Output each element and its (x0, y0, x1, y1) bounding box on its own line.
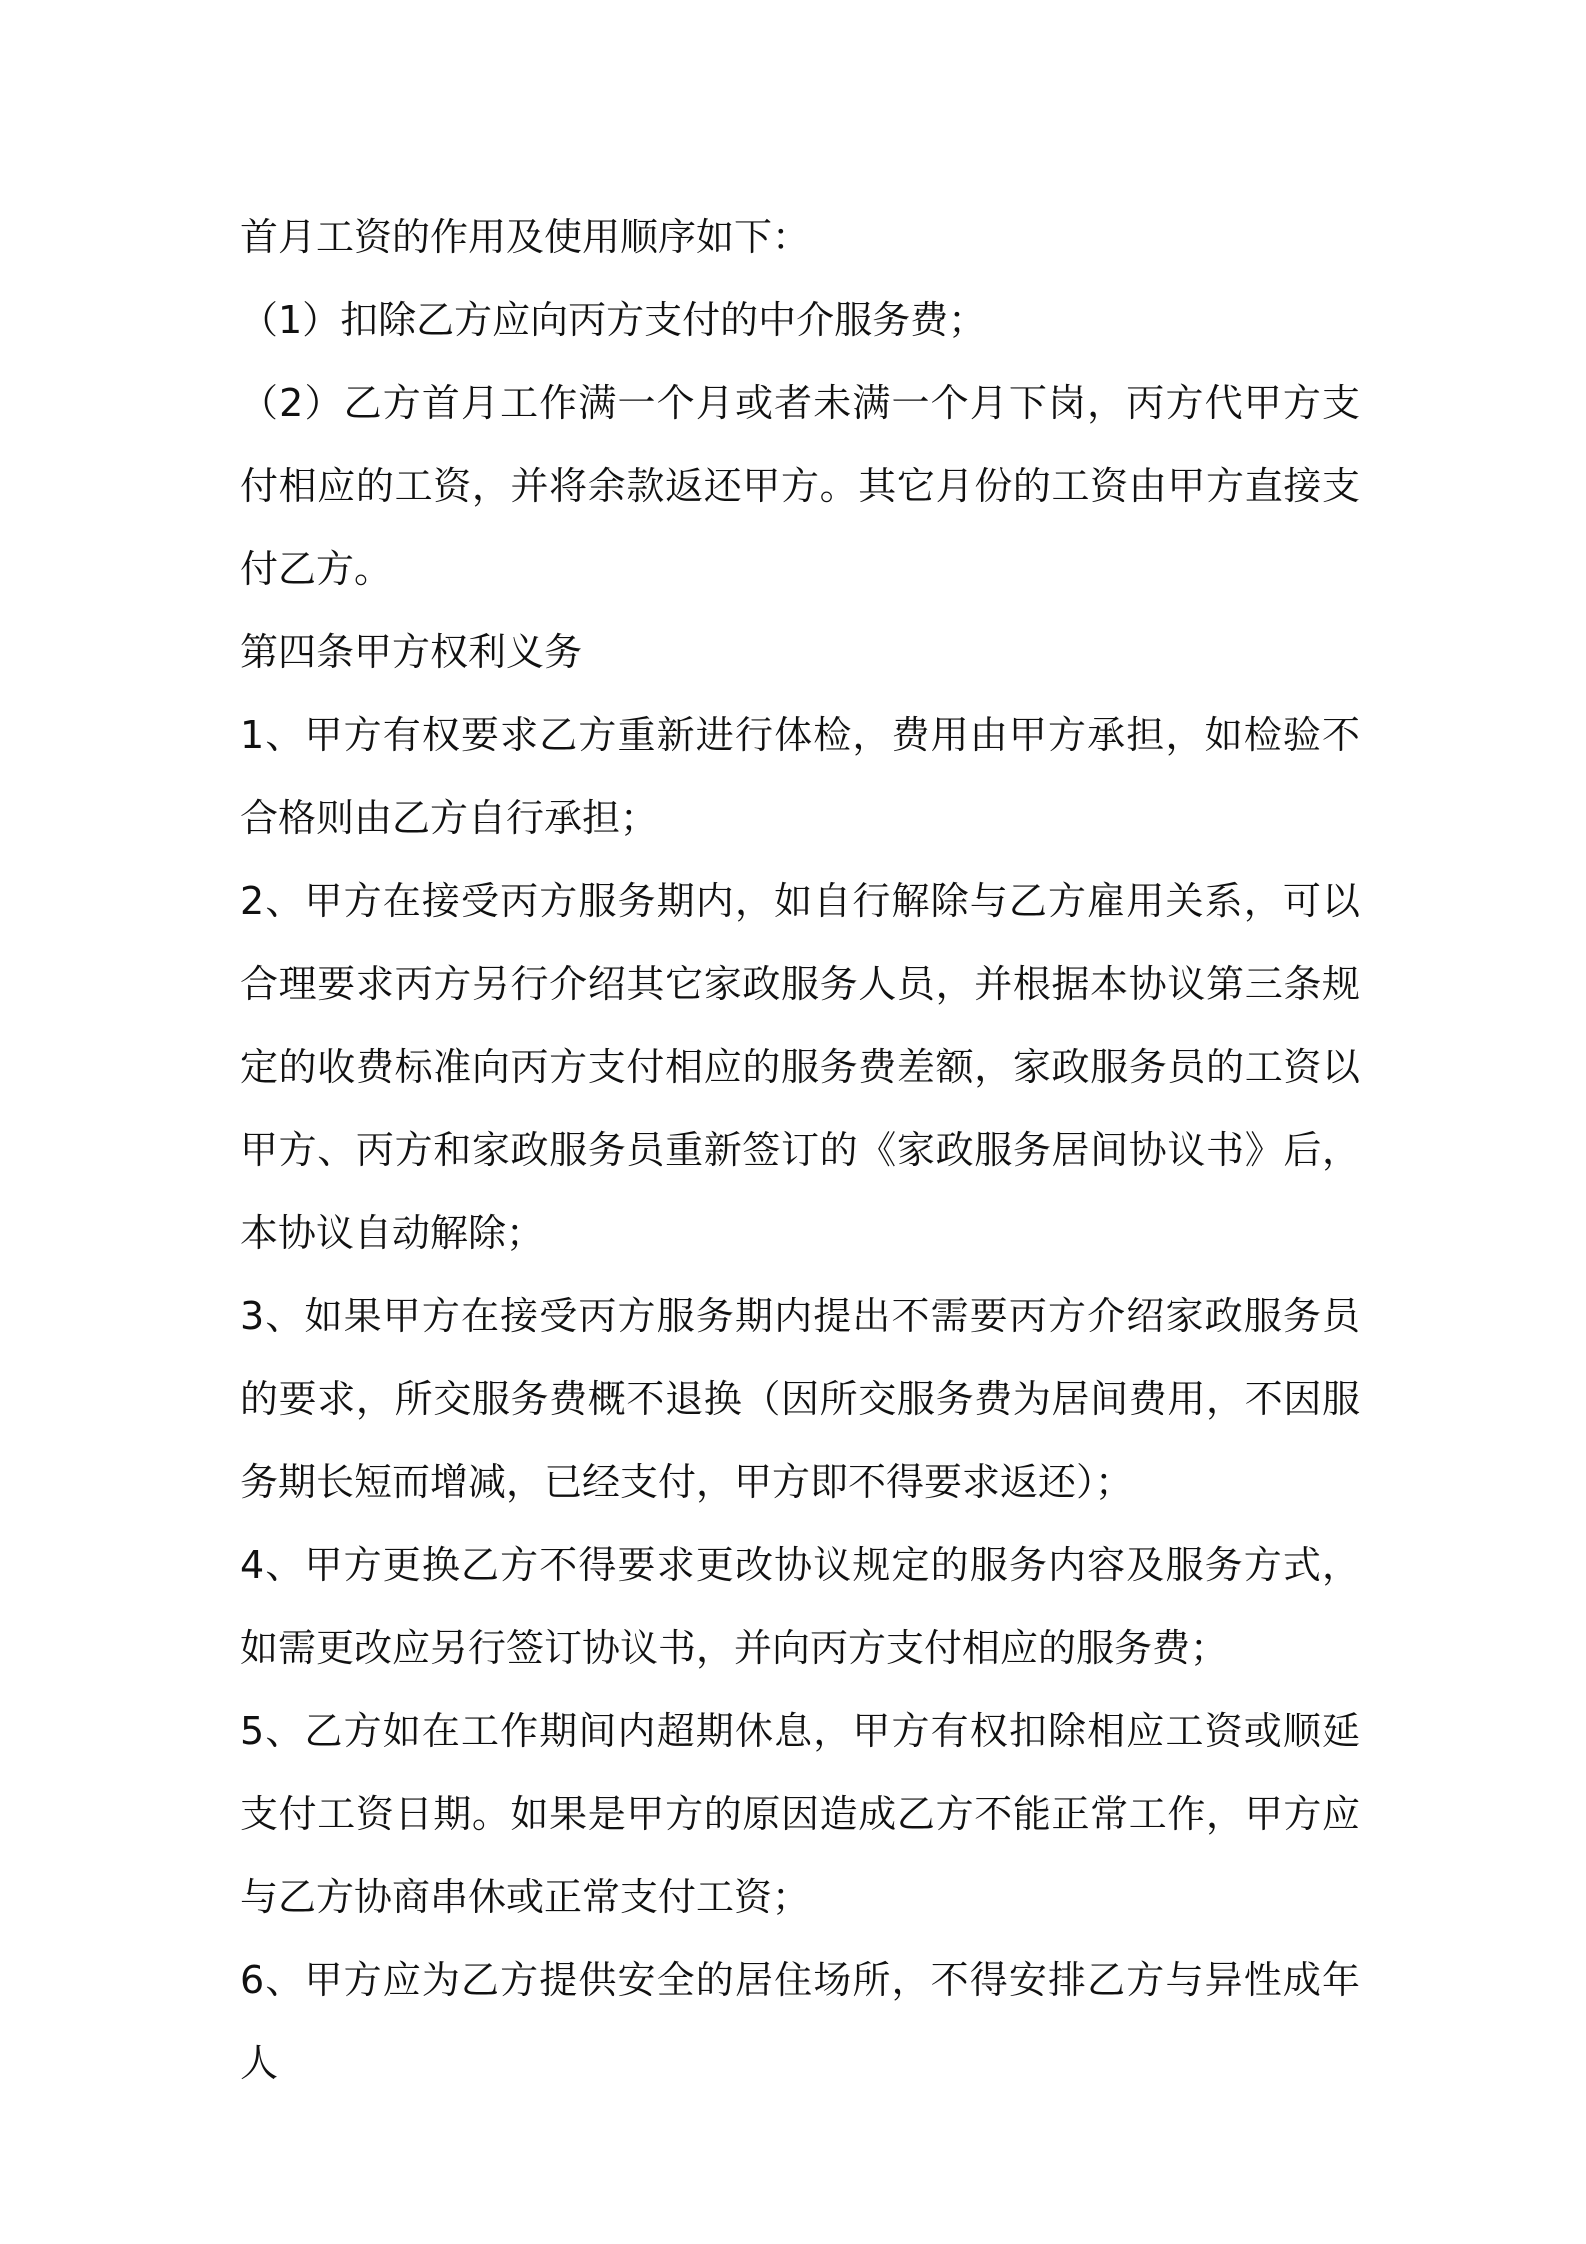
paragraph-item-2: （2）乙方首月工作满一个月或者未满一个月下岗，丙方代甲方支付相应的工资，并将余款返还甲方。其它月份的工资由甲方直接支付乙方。 (240, 381, 1360, 591)
clause-2: 2、甲方在接受丙方服务期内，如自行解除与乙方雇用关系，可以合理要求丙方另行介绍其它家政服务人员，并根据本协议第三条规定的收费标准向丙方支付相应的服务费差额，家政服务员的工资以甲方、丙方和家政服务员重新签订的《家政服务居间协议书》后，本协议自动解除； (240, 879, 1360, 1255)
clause-4: 4、甲方更换乙方不得要求更改协议规定的服务内容及服务方式，如需更改应另行签订协议书，并向丙方支付相应的服务费； (240, 1543, 1360, 1670)
clause-3: 3、如果甲方在接受丙方服务期内提出不需要丙方介绍家政服务员的要求，所交服务费概不退换（因所交服务费为居间费用，不因服务期长短而增减，已经支付，甲方即不得要求返还）； (240, 1294, 1360, 1504)
document-body (240, 196, 1360, 2105)
clause-5: 5、乙方如在工作期间内超期休息，甲方有权扣除相应工资或顺延支付工资日期。如果是甲方的原因造成乙方不能正常工作，甲方应与乙方协商串休或正常支付工资； (240, 1709, 1360, 1919)
clause-6: 6、甲方应为乙方提供安全的居住场所，不得安排乙方与异性成年人 (240, 1958, 1360, 2085)
clause-1: 1、甲方有权要求乙方重新进行体检，费用由甲方承担，如检验不合格则由乙方自行承担； (240, 713, 1360, 840)
paragraph-item-1: （1）扣除乙方应向丙方支付的中介服务费； (240, 298, 987, 342)
section-heading-article-4: 第四条甲方权利义务 (240, 630, 583, 674)
paragraph-first-month-salary-intro: 首月工资的作用及使用顺序如下： (240, 215, 811, 259)
